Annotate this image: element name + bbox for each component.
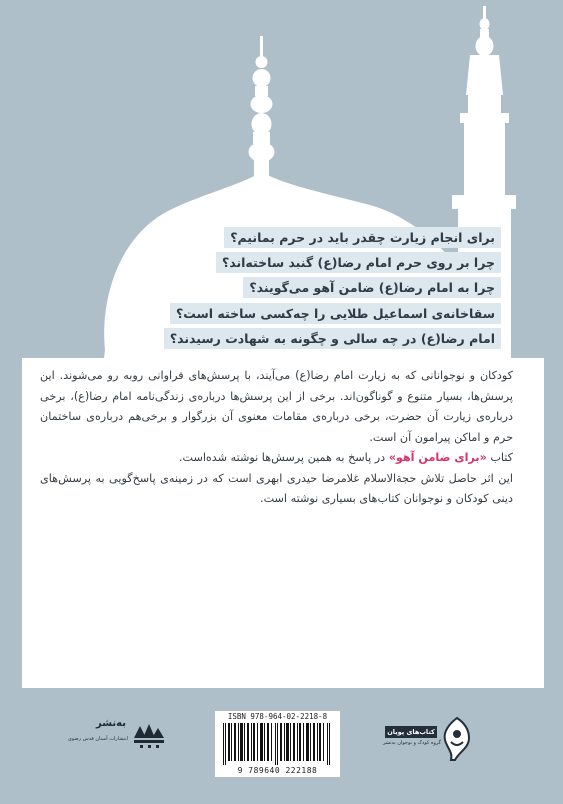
question-4: سقاخانه‌ی اسماعیل طلایی را چه‌کسی ساخته است؟ [170, 303, 501, 324]
question-1: برای انجام زیارت چقدر باید در حرم بمانیم؟ [224, 227, 501, 248]
publisher-logo [58, 716, 170, 756]
question-2: چرا بر روی حرم امام رضا(ع) گنبد ساخته‌اند؟ [216, 252, 501, 273]
barcode [215, 711, 340, 777]
book-description [40, 366, 513, 510]
book-title-highlight: «برای ضامن آهو» [388, 451, 487, 464]
pouyan-logo-icon [441, 716, 473, 762]
behnashr-logo-icon [130, 716, 168, 752]
publisher-subtitle: انتشارات آستان قدس رضوی [67, 736, 128, 742]
series-name: کتاب‌های پویان [385, 726, 437, 738]
series-logo [383, 712, 475, 770]
description-paragraph-1: کودکان و نوجوانانی که به زیارت امام رضا(ع) می‌آیند، با پرسش‌های فراوانی روبه رو می‌شوند. این پرسش‌ها، بسیار متنوع و گوناگون‌اند. برخی از این پرسش‌ها درباره‌ی زندگی‌نامه امام رضا(ع)، برخی درباره‌ی زیارت آن حضرت، برخی درباره‌ی مقامات معنوی آن بزرگوار و برخی‌هم درباره‌ی ساختمان حرم و اماکن پیرامون آن است. [40, 369, 513, 444]
barcode-digits: 9 789640 222188 [237, 766, 318, 775]
isbn-label: ISBN 978-964-02-2218-8 [227, 712, 328, 721]
description-paragraph-2 [40, 448, 513, 469]
barcode-bars [223, 723, 332, 765]
description-paragraph-3: این اثر حاصل تلاش حجة‌الاسلام غلامرضا حیدری ابهری است که در زمینه‌ی پاسخ‌گویی به پرسش‌های دینی کودکان و نوجوانان کتاب‌های بسیاری نوشته است. [40, 471, 513, 505]
question-3: چرا به امام رضا(ع) ضامن آهو می‌گویند؟ [243, 277, 501, 298]
paragraph-2-lead: کتاب [486, 451, 513, 464]
question-5: امام رضا(ع) در چه سالی و چگونه به شهادت رسیدند؟ [164, 328, 501, 349]
publisher-name: به‌نشر [96, 718, 126, 729]
paragraph-2-tail: در پاسخ به همین پرسش‌ها نوشته شده‌است. [178, 451, 389, 464]
series-subtitle: گروه کودک و نوجوان به‌نشر [382, 740, 441, 746]
